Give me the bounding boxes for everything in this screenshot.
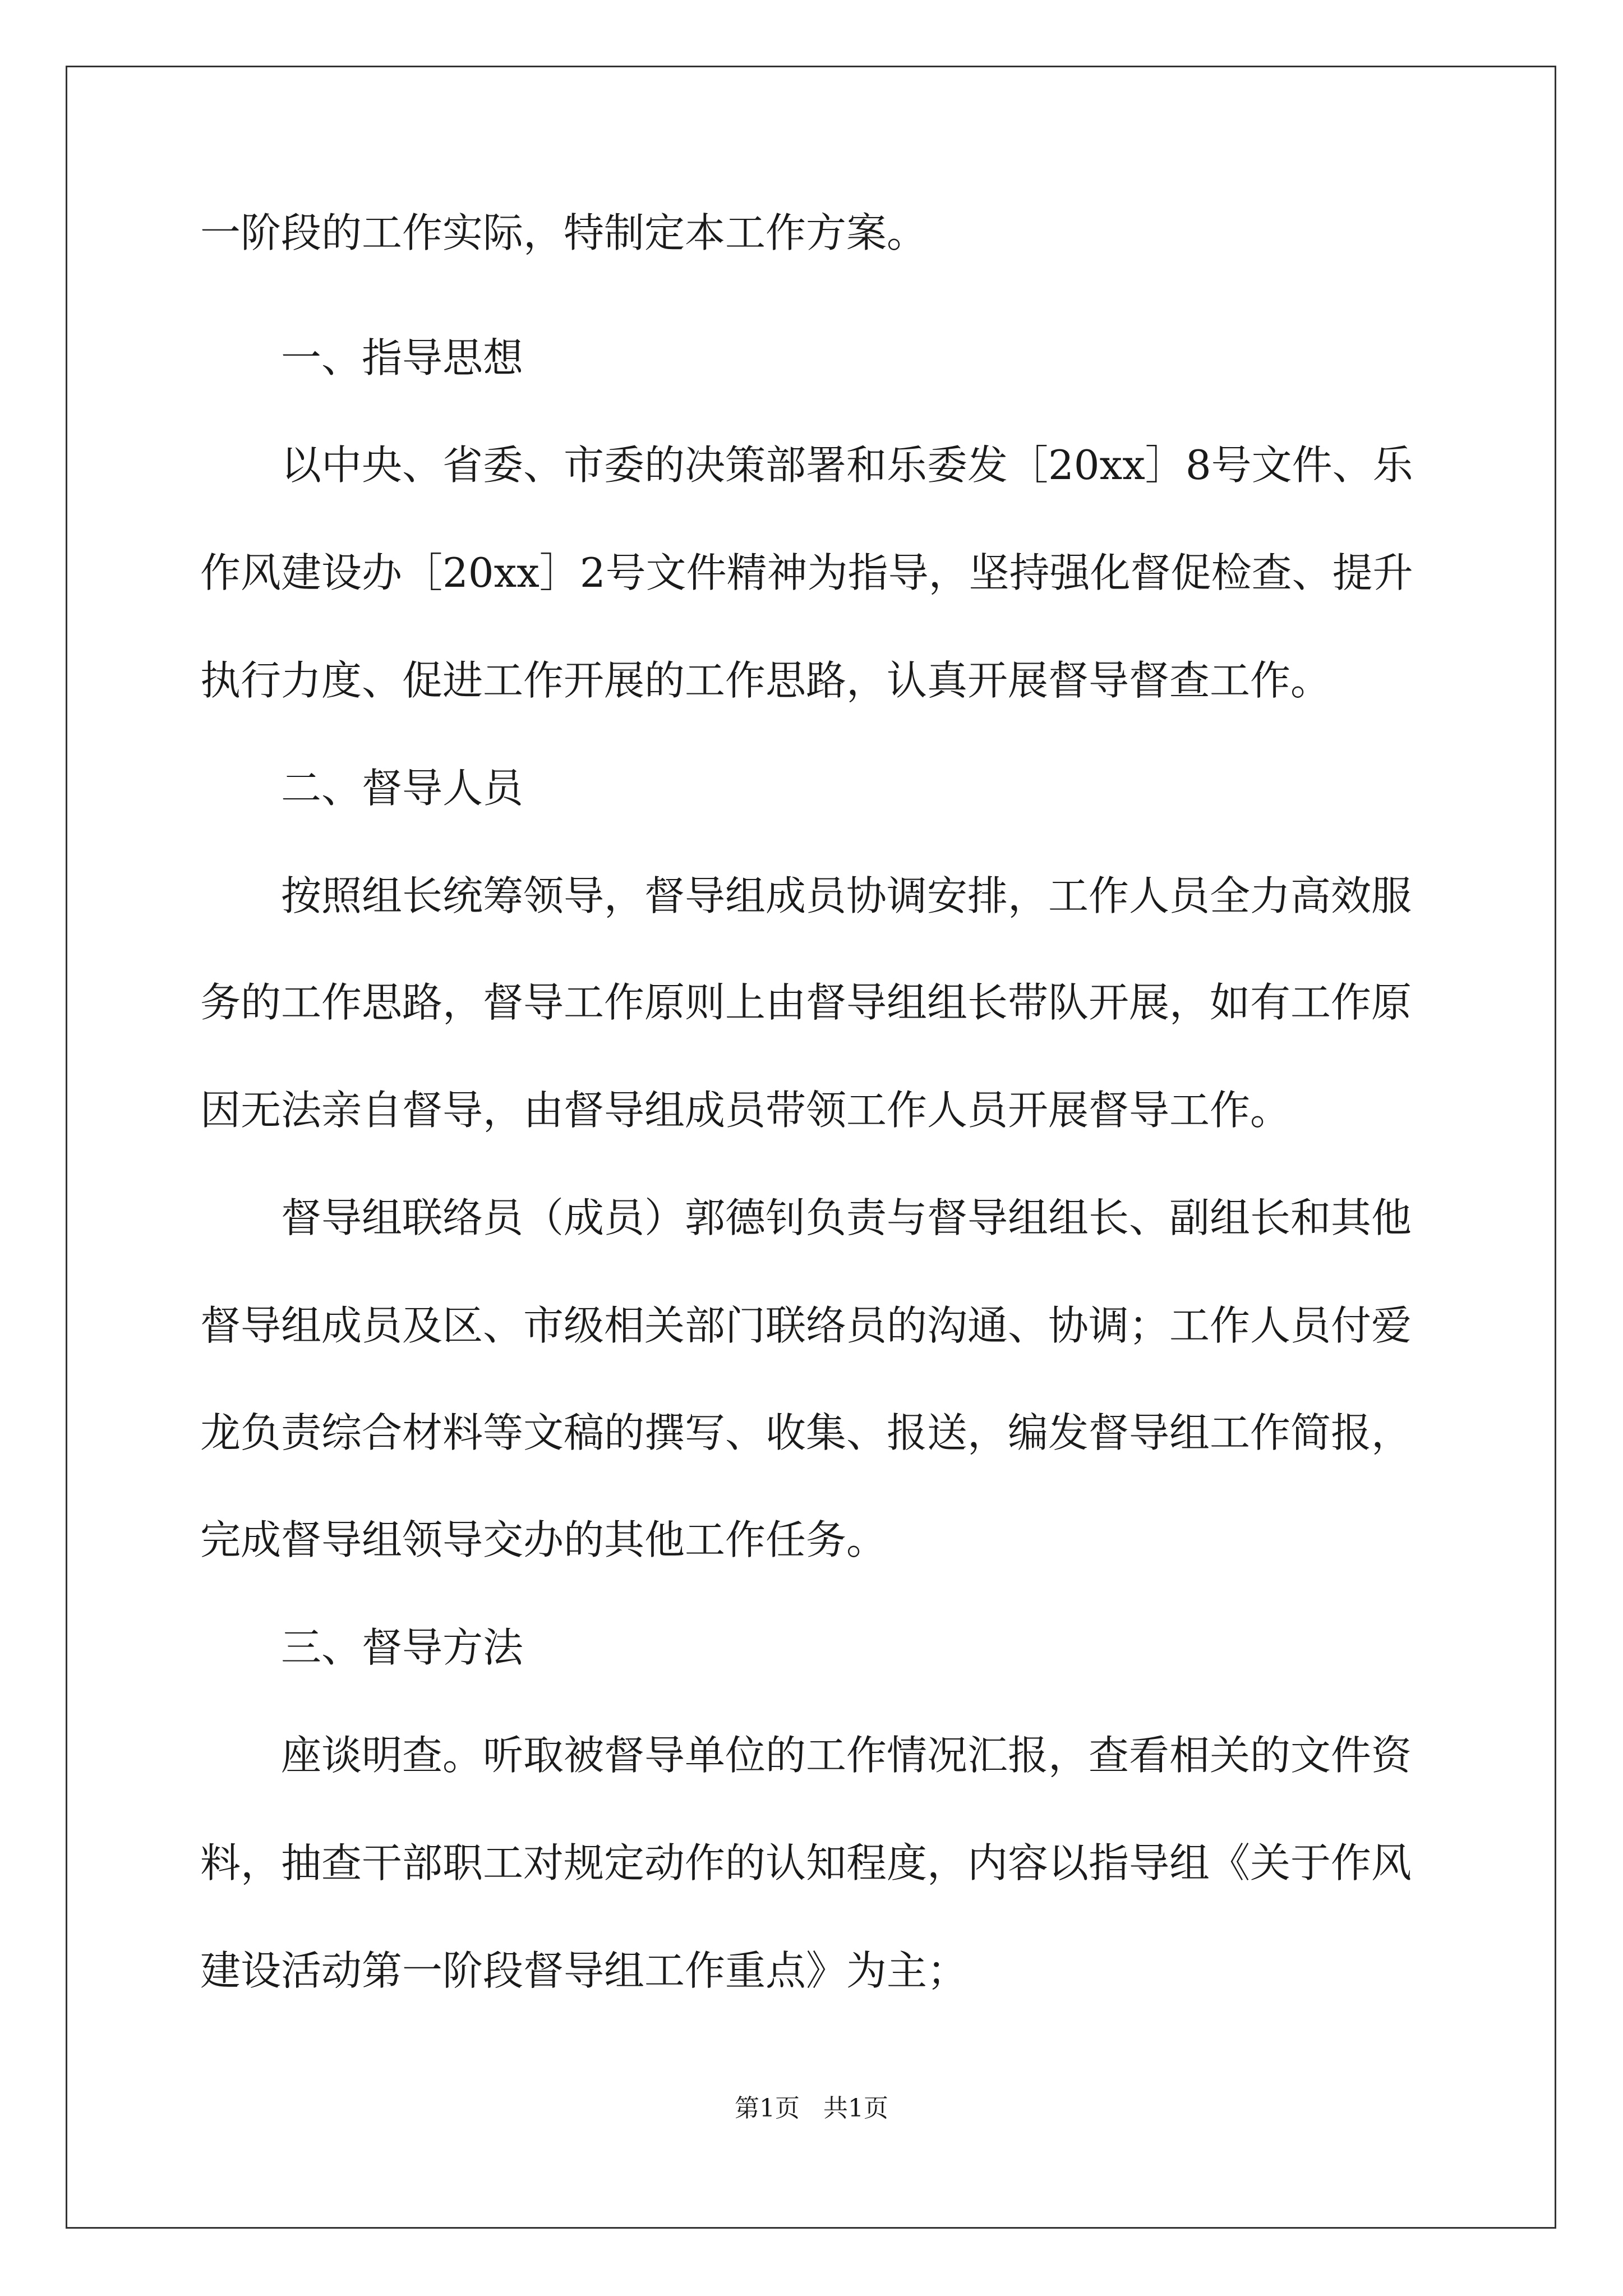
paragraph-line: 料，抽查干部职工对规定动作的认知程度，内容以指导组《关于作风 [200, 1839, 1412, 1887]
paragraph-line: 完成督导组领导交办的其他工作任务。 [200, 1516, 887, 1563]
section-heading: 三、督导方法 [281, 1624, 524, 1671]
paragraph-line: 执行力度、促进工作开展的工作思路，认真开展督导督查工作。 [200, 657, 1331, 704]
paragraph-line: 一阶段的工作实际，特制定本工作方案。 [200, 209, 928, 256]
paragraph-line: 座谈明查。听取被督导单位的工作情况汇报，查看相关的文件资 [281, 1732, 1412, 1779]
page-border [66, 66, 1556, 2229]
paragraph-line: 按照组长统筹领导，督导组成员协调安排，工作人员全力高效服 [281, 872, 1412, 919]
paragraph-line: 务的工作思路，督导工作原则上由督导组组长带队开展，如有工作原 [200, 979, 1412, 1026]
paragraph-line: 以中央、省委、市委的决策部署和乐委发［20xx］8号文件、乐 [281, 441, 1413, 489]
section-heading: 二、督导人员 [281, 765, 524, 812]
paragraph-line: 因无法亲自督导，由督导组成员带领工作人员开展督导工作。 [200, 1087, 1291, 1134]
paragraph-line: 龙负责综合材料等文稿的撰写、收集、报送，编发督导组工作简报， [200, 1409, 1412, 1456]
section-heading: 一、指导思想 [281, 334, 524, 381]
paragraph-line: 督导组成员及区、市级相关部门联络员的沟通、协调；工作人员付爱 [200, 1302, 1412, 1349]
paragraph-line: 督导组联络员（成员）郭德钊负责与督导组组长、副组长和其他 [281, 1194, 1412, 1241]
paragraph-line: 作风建设办［20xx］2号文件精神为指导，坚持强化督促检查、提升 [200, 549, 1413, 596]
page-footer: 第1页 共1页 [735, 2094, 888, 2123]
paragraph-line: 建设活动第一阶段督导组工作重点》为主； [200, 1947, 968, 1994]
